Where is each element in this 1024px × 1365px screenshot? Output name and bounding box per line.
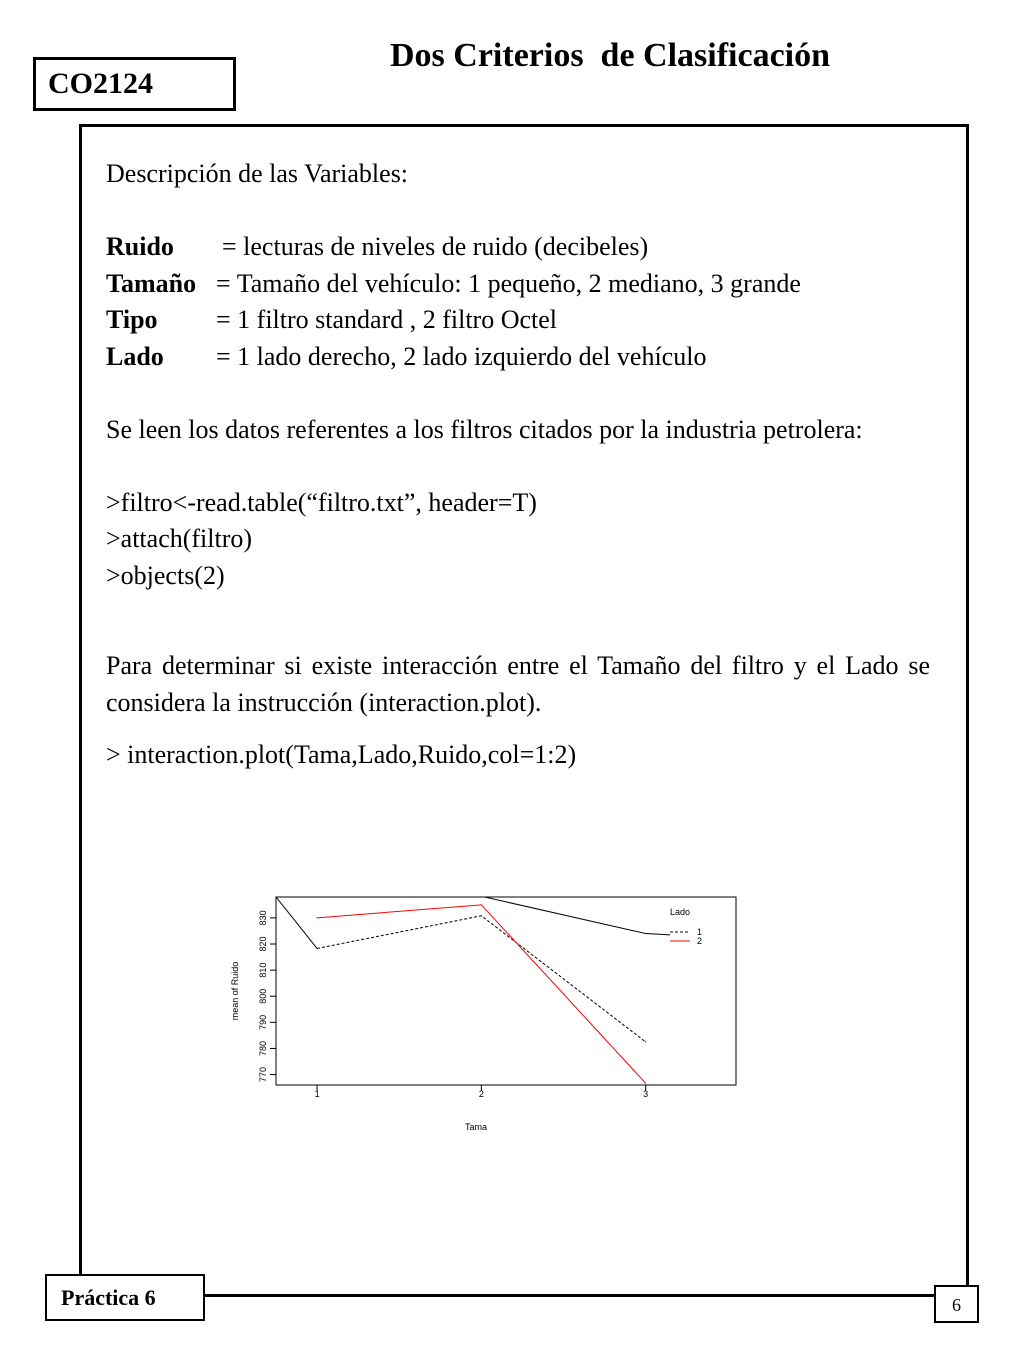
page-number: 6 xyxy=(934,1285,979,1323)
series-point xyxy=(645,1041,646,1042)
series-line-1 xyxy=(317,916,646,1042)
variable-name: Tipo xyxy=(106,305,158,334)
legend-entry: 1 xyxy=(697,927,703,937)
series-point xyxy=(481,904,482,905)
y-tick-label: 770 xyxy=(258,1067,268,1083)
variable-description: = lecturas de niveles de ruido (decibeles) xyxy=(222,232,649,261)
course-code: CO2124 xyxy=(33,57,236,111)
variable-name: Tamaño xyxy=(106,268,197,298)
content-body xyxy=(106,156,930,774)
series-point xyxy=(316,917,317,918)
legend-title: Lado xyxy=(670,907,691,917)
y-tick-label: 780 xyxy=(258,1040,268,1056)
legend-entry: 2 xyxy=(697,936,703,946)
variables-intro: Descripción de las Variables: xyxy=(106,159,409,188)
series-point xyxy=(481,915,482,916)
variable-name: Lado xyxy=(106,341,164,371)
y-tick-label: 820 xyxy=(258,936,268,952)
practice-label: Práctica 6 xyxy=(45,1274,205,1321)
variable-tamano xyxy=(106,266,930,303)
variable-tipo xyxy=(106,302,930,339)
interaction-plot xyxy=(220,885,760,1145)
y-tick-label: 810 xyxy=(258,962,268,978)
series-line-2 xyxy=(317,905,646,1083)
code-line: >filtro<-read.table(“filtro.txt”, header=T) xyxy=(106,487,537,517)
footer-divider xyxy=(204,1294,936,1297)
x-tick-label: 2 xyxy=(478,1089,484,1099)
variable-ruido xyxy=(106,229,930,266)
code-line: >attach(filtro) xyxy=(106,524,253,553)
x-tick-label: 1 xyxy=(314,1089,320,1099)
series-point xyxy=(316,948,317,949)
extra-line-segment xyxy=(473,894,670,934)
command-line: > interaction.plot(Tama,Lado,Ruido,col=1:2) xyxy=(106,740,577,769)
variable-description: = 1 filtro standard , 2 filtro Octel xyxy=(216,305,558,334)
x-axis-label: Tama xyxy=(464,1122,488,1132)
variable-description: = 1 lado derecho, 2 lado izquierdo del vehículo xyxy=(216,341,707,371)
variable-description: = Tamaño del vehículo: 1 pequeño, 2 mediano, 3 grande xyxy=(216,268,801,298)
page-title: Dos Criterios de Clasificación xyxy=(390,37,831,74)
y-tick-label: 790 xyxy=(258,1014,268,1030)
extra-line-segment xyxy=(276,897,317,948)
paragraph-interaction: Para determinar si existe interacción entre el Tamaño del filtro y el Lado se considera la instrucción (interaction.plot). xyxy=(106,651,930,717)
code-line: >objects(2) xyxy=(106,560,225,590)
x-tick-label: 3 xyxy=(643,1089,649,1099)
variable-name: Ruido xyxy=(106,232,174,261)
series-point xyxy=(645,1083,646,1084)
y-tick-label: 800 xyxy=(258,988,268,1004)
paragraph-data-source: Se leen los datos referentes a los filtros citados por la industria petrolera: xyxy=(106,414,863,444)
y-tick-label: 830 xyxy=(258,910,268,926)
variable-lado xyxy=(106,339,930,376)
y-axis-label: mean of Ruido xyxy=(230,961,240,1021)
plot-box xyxy=(276,897,736,1085)
